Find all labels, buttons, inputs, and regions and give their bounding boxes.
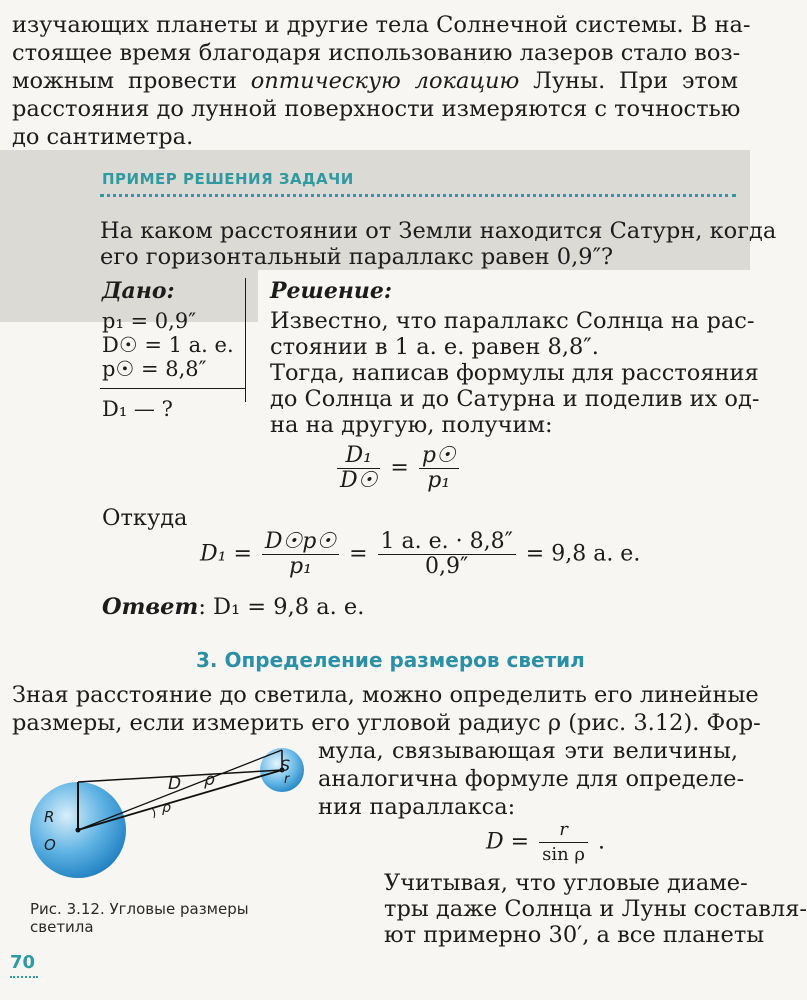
equals-sign: = [349,541,368,567]
fraction [262,530,339,579]
section-line: Учитывая, что угловые диаме- [384,870,748,896]
formula-period: . [597,829,605,855]
emphasis-text: оптическую локацию [250,68,520,94]
equals-sign: = [390,455,409,481]
fraction [378,530,516,579]
given-divider [100,388,246,389]
solution-line: стоянии в 1 а. е. равен 8,8″. [270,334,599,360]
size-formula [486,818,605,867]
formula-lhs: D = [486,829,530,855]
section-title: 3. Определение размеров светил [196,648,585,672]
angle-arc [152,808,155,818]
label-O: O [44,836,56,854]
given-vertical-divider [245,278,246,402]
given-title: Дано: [102,278,175,304]
label-p: ρ [204,770,215,790]
page-number: 70 [10,952,36,973]
numerator: r [539,818,588,843]
center-point [76,828,81,833]
label-rho: ρ [162,800,171,816]
page-number-underline [10,976,38,978]
answer-line [102,594,364,620]
answer-label: Ответ [102,594,199,620]
numerator: p☉ [419,444,459,469]
given-unknown: D₁ — ? [102,397,173,421]
denominator: p₁ [427,468,451,493]
answer-value: : D₁ = 9,8 а. е. [198,594,365,620]
formula-result: = 9,8 а. е. [525,541,641,567]
text-run: можным провести [12,68,251,94]
question-line: На каком расстоянии от Земли находится Сатурн, когда [100,218,777,244]
section-line: мула, связывающая эти величины, [318,738,738,764]
figure-caption: светила [30,918,94,936]
distance-formula [200,530,640,579]
denominator: 0,9″ [425,554,469,579]
section-line: ния параллакса: [318,794,516,820]
angular-size-figure [30,742,320,892]
denominator: D☉ [340,468,378,493]
label-R: R [44,808,55,826]
solution-line: Тогда, написав формулы для расстояния [270,360,759,386]
whence-text: Откуда [102,505,188,531]
denominator: p₁ [289,554,312,579]
fraction [337,444,380,493]
paragraph-line: расстояния до лунной поверхности измеряются с точностью [12,96,741,122]
section-line: аналогична формуле для определе- [318,766,745,792]
given-p-sun: p☉ = 8,8″ [102,357,207,381]
paragraph-line: изучающих планеты и другие тела Солнечной системы. В на- [12,12,751,38]
section-line: тры даже Солнца и Луны составля- [384,896,807,922]
numerator: D₁ [337,444,380,469]
fraction [539,818,588,867]
fraction [419,444,459,493]
text-run: Луны. При этом [519,68,738,94]
numerator: D☉p☉ [262,530,339,555]
section-line: Зная расстояние до светила, можно определить его линейные [12,682,759,708]
question-line: его горизонтальный параллакс равен 0,9″? [100,244,614,270]
label-r: r [284,772,290,787]
given-p1: p₁ = 0,9″ [102,309,197,333]
solution-line: Известно, что параллакс Солнца на рас- [270,308,755,334]
numerator: 1 а. е. · 8,8″ [378,530,516,555]
label-S: S [280,756,291,775]
formula-lhs: D₁ = [200,541,252,567]
example-header: ПРИМЕР РЕШЕНИЯ ЗАДАЧИ [102,170,354,188]
given-d-sun: D☉ = 1 а. е. [102,333,234,357]
solution-line: на на другую, получим: [270,412,553,438]
section-line: размеры, если измерить его угловой радиус ρ (рис. 3.12). Фор- [12,710,761,736]
dotted-separator [100,194,736,197]
paragraph-line [12,68,738,94]
solution-title: Решение: [270,278,392,304]
label-D: D [168,774,182,794]
denominator: sin ρ [542,844,585,865]
ratio-formula [334,444,462,493]
figure-caption: Рис. 3.12. Угловые размеры [30,900,249,918]
paragraph-line: до сантиметра. [12,124,194,150]
solution-line: до Солнца и до Сатурна и поделив их од- [270,386,760,412]
section-line: ют примерно 30′, а все планеты [384,922,765,948]
paragraph-line: стоящее время благодаря использованию лазеров стало воз- [12,40,741,66]
